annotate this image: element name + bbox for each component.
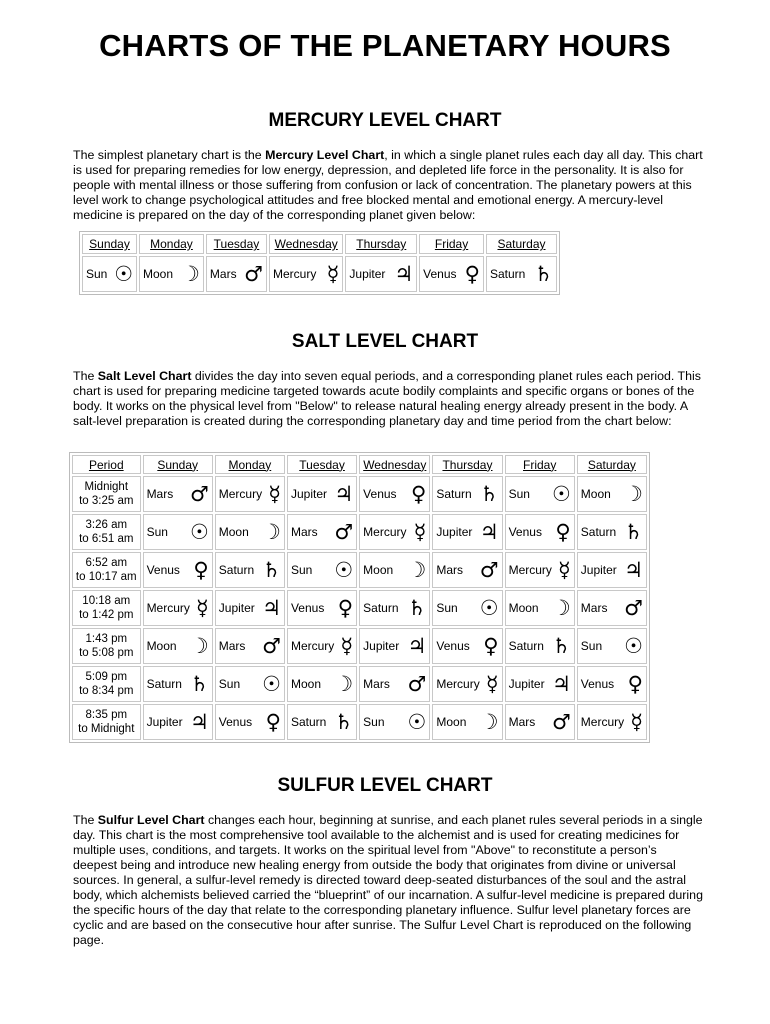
moon-symbol-icon: ☽: [624, 481, 643, 506]
planet-entry: [207, 257, 266, 291]
planet-entry: [288, 629, 356, 663]
day-header: Friday: [419, 234, 484, 254]
planet-entry: [288, 705, 356, 739]
period-text: 1:43 pm: [85, 633, 128, 645]
planet-name: Venus: [363, 487, 397, 501]
planet-entry: [506, 477, 574, 511]
planet-entry: [144, 553, 212, 587]
planet-name: Jupiter: [436, 525, 473, 539]
planet-cell: [505, 476, 575, 512]
sun-symbol-icon: ☉: [479, 595, 499, 620]
planet-cell: [215, 514, 285, 550]
salt-level-table: [69, 452, 650, 743]
planet-cell: [359, 666, 430, 702]
planet-entry: [216, 629, 284, 663]
planet-name: Jupiter: [146, 715, 183, 729]
planet-cell: [359, 628, 430, 664]
planet-name: Moon: [146, 639, 177, 653]
planet-cell: [215, 704, 285, 740]
saturn-symbol-icon: ♄: [189, 671, 209, 696]
planet-cell: [143, 628, 213, 664]
planet-entry: [578, 553, 646, 587]
planet-name: Mercury: [436, 677, 480, 691]
planet-name: Sun: [290, 563, 313, 577]
column-header: Friday: [505, 455, 575, 474]
planet-entry: [360, 629, 429, 663]
planet-cell: [287, 476, 357, 512]
planet-cell: [143, 476, 213, 512]
planet-entry: [83, 257, 136, 291]
period-text: Midnight: [84, 481, 129, 493]
planet-entry: [433, 629, 501, 663]
planet-cell: [359, 704, 430, 740]
period-cell: [72, 590, 141, 626]
period-text: to 10:17 am: [75, 571, 137, 583]
salt-intro: [73, 369, 703, 429]
planet-entry: [506, 553, 574, 587]
planet-entry: [578, 705, 646, 739]
planet-cell: [287, 628, 357, 664]
venus-symbol-icon: ♀: [483, 633, 499, 658]
planet-cell: [143, 514, 213, 550]
planet-entry: [578, 477, 646, 511]
planet-cell: [143, 552, 213, 588]
planet-name: Mercury: [363, 525, 407, 539]
planet-entry: [360, 515, 429, 549]
saturn-symbol-icon: ♄: [407, 595, 427, 620]
mercury-symbol-icon: ☿: [268, 481, 281, 506]
planet-entry: [433, 515, 501, 549]
jupiter-symbol-icon: ♃: [479, 519, 499, 544]
planet-name: Sun: [436, 601, 458, 615]
planet-entry: [140, 257, 203, 291]
period-cell: [72, 666, 141, 702]
day-header: Saturday: [486, 234, 557, 254]
planet-cell: [359, 476, 430, 512]
planet-cell: [577, 552, 647, 588]
planet-name: Mercury: [218, 487, 263, 501]
planet-entry: [433, 477, 501, 511]
planet-entry: [506, 667, 574, 701]
planet-entry: [216, 515, 284, 549]
moon-symbol-icon: ☽: [334, 671, 354, 696]
planet-name: Venus: [146, 563, 180, 577]
mercury-symbol-icon: ☿: [326, 261, 340, 286]
planet-entry: [433, 591, 501, 625]
planet-name: Sun: [146, 525, 168, 539]
sulfur-heading: SULFUR LEVEL CHART: [277, 775, 493, 796]
column-header: Wednesday: [359, 455, 430, 474]
planet-cell: [432, 590, 502, 626]
planet-entry: [578, 515, 646, 549]
planet-cell: [577, 666, 647, 702]
planet-cell: [432, 552, 502, 588]
period-text: 10:18 am: [82, 595, 131, 607]
planet-cell: [269, 256, 343, 292]
planet-entry: [420, 257, 483, 291]
planet-name: Moon: [508, 601, 539, 615]
planet-entry: [433, 705, 501, 739]
jupiter-symbol-icon: ♃: [394, 261, 414, 286]
mars-symbol-icon: ♂: [262, 633, 281, 658]
planet-cell: [432, 704, 502, 740]
planet-name: Mars: [363, 677, 390, 691]
moon-symbol-icon: ☽: [262, 519, 281, 544]
column-header: Tuesday: [287, 455, 357, 474]
planet-cell: [287, 514, 357, 550]
planet-entry: [144, 591, 212, 625]
sulfur-intro-text: The: [73, 813, 98, 827]
planet-entry: [578, 591, 646, 625]
sulfur-intro-text-rest: changes each hour, beginning at sunrise, and each planet rules several periods in a single day. This chart is the most comprehensive tool available to the alchemist and is used for creating medicines for multiple uses, conditions, and targets. It works on the spiritual level from "Above" to reconstitute a person’s deepest being and introduce new healing energy from outside the body that originates from divine or universal sources. In general, a sulfur-level remedy is directed toward deep-seated disturbances of the soul and the astral body, which alchemists believed carried the “blueprint” of our incarnation. A sulfur-level medicine is prepared during the specific hours of the day that relate to the corresponding planetary influence. Sulfur level planetary forces are cyclic and are based on the consecutive hour after sunrise. The Sulfur Level Chart is reproduced on the following page.: [73, 813, 703, 947]
planet-name: Sun: [86, 267, 108, 281]
planet-name: Moon: [143, 267, 174, 281]
planet-entry: [506, 629, 574, 663]
day-header: Thursday: [345, 234, 417, 254]
column-header: Saturday: [577, 455, 647, 474]
planet-entry: [346, 257, 416, 291]
mars-symbol-icon: ♂: [624, 595, 643, 620]
jupiter-symbol-icon: ♃: [334, 481, 354, 506]
mercury-symbol-icon: ☿: [557, 557, 571, 582]
planet-name: Sun: [508, 487, 530, 501]
planet-entry: [144, 477, 212, 511]
mercury-symbol-icon: ☿: [630, 709, 643, 734]
planet-cell: [143, 666, 213, 702]
period-cell: [72, 704, 141, 740]
planet-cell: [577, 476, 647, 512]
planet-cell: [215, 666, 285, 702]
period-text: to 5:08 pm: [79, 647, 134, 659]
period-text: to Midnight: [78, 723, 135, 735]
period-text: to 1:42 pm: [79, 609, 134, 621]
period-cell: [72, 476, 141, 512]
table-row: [72, 552, 647, 588]
saturn-symbol-icon: ♄: [334, 709, 354, 734]
mercury-symbol-icon: ☿: [195, 595, 209, 620]
planet-name: Jupiter: [218, 601, 255, 615]
planet-name: Mars: [508, 715, 536, 729]
period-text: 3:26 am: [85, 519, 128, 531]
planet-name: Saturn: [218, 563, 255, 577]
planet-cell: [577, 628, 647, 664]
planet-entry: [288, 477, 356, 511]
moon-symbol-icon: ☽: [181, 261, 200, 286]
period-text: to 6:51 am: [79, 533, 134, 545]
saturn-symbol-icon: ♄: [534, 261, 553, 286]
venus-symbol-icon: ♀: [265, 709, 281, 734]
planet-name: Mercury: [508, 563, 552, 577]
planet-cell: [359, 590, 430, 626]
planet-cell: [486, 256, 557, 292]
planet-cell: [359, 514, 430, 550]
venus-symbol-icon: ♀: [555, 519, 571, 544]
column-header: Sunday: [143, 455, 213, 474]
venus-symbol-icon: ♀: [464, 261, 480, 286]
mars-symbol-icon: ♂: [479, 557, 499, 582]
planet-name: Saturn: [508, 639, 544, 653]
planet-entry: [487, 257, 556, 291]
planet-entry: [433, 553, 501, 587]
planet-entry: [288, 591, 356, 625]
venus-symbol-icon: ♀: [337, 595, 354, 620]
planet-name: Sun: [363, 715, 385, 729]
mercury-intro-bold: Mercury Level Chart: [265, 148, 385, 162]
planet-name: Moon: [580, 487, 611, 501]
sulfur-intro-bold: Sulfur Level Chart: [97, 813, 205, 827]
planet-entry: [433, 667, 501, 701]
column-header: Monday: [215, 455, 285, 474]
planet-cell: [143, 704, 213, 740]
planet-entry: [360, 705, 429, 739]
day-header: Monday: [139, 234, 204, 254]
table-row: [72, 628, 647, 664]
planet-entry: [288, 553, 356, 587]
planet-name: Venus: [218, 715, 253, 729]
column-header: Thursday: [432, 455, 502, 474]
mercury-heading: MERCURY LEVEL CHART: [268, 110, 502, 131]
planet-cell: [577, 704, 647, 740]
moon-symbol-icon: ☽: [479, 709, 499, 734]
planet-entry: [360, 553, 429, 587]
planet-cell: [505, 514, 575, 550]
planet-cell: [215, 552, 285, 588]
planet-entry: [216, 477, 284, 511]
period-text: to 8:34 pm: [79, 685, 134, 697]
period-cell: [72, 552, 141, 588]
saturn-symbol-icon: ♄: [262, 557, 281, 582]
venus-symbol-icon: ♀: [410, 481, 427, 506]
planet-entry: [578, 667, 646, 701]
planet-name: Saturn: [363, 601, 399, 615]
planet-name: Moon: [290, 677, 321, 691]
planet-cell: [577, 514, 647, 550]
planet-cell: [505, 590, 575, 626]
planet-name: Jupiter: [363, 639, 400, 653]
table-row: [72, 704, 647, 740]
table-row: [72, 590, 647, 626]
planet-cell: [505, 704, 575, 740]
planet-cell: [139, 256, 204, 292]
planet-name: Saturn: [146, 677, 182, 691]
jupiter-symbol-icon: ♃: [189, 709, 209, 734]
saturn-symbol-icon: ♄: [551, 633, 571, 658]
planet-cell: [215, 476, 285, 512]
planet-entry: [506, 591, 574, 625]
planet-entry: [216, 667, 284, 701]
jupiter-symbol-icon: ♃: [262, 595, 281, 620]
period-cell: [72, 628, 141, 664]
planet-name: Mars: [290, 525, 318, 539]
sun-symbol-icon: ☉: [114, 261, 134, 286]
column-header: Period: [72, 455, 141, 474]
planet-name: Mercury: [290, 639, 335, 653]
planet-cell: [287, 590, 357, 626]
planet-name: Sun: [218, 677, 241, 691]
moon-symbol-icon: ☽: [551, 595, 571, 620]
planet-cell: [505, 666, 575, 702]
planet-cell: [432, 514, 502, 550]
mercury-intro-text-rest: , in which a single planet rules each day all day. This chart is used for preparing remedies for low energy, depression, and depleted life force in the personality. It is also for people with mental illness or those suffering from confusion or lack of concentration. The planetary powers at this level work to change psychological attitudes and free blocked mental and emotional energy. A mercury-level medicine is prepared on the day of the corresponding planet given below:: [73, 148, 703, 222]
planet-name: Mars: [209, 267, 237, 281]
planet-cell: [82, 256, 137, 292]
planet-name: Mars: [218, 639, 246, 653]
planet-entry: [288, 667, 356, 701]
planet-cell: [432, 476, 502, 512]
planet-entry: [144, 705, 212, 739]
sulfur-intro: [73, 813, 703, 948]
planet-cell: [419, 256, 484, 292]
planet-name: Jupiter: [508, 677, 545, 691]
planet-name: Jupiter: [349, 267, 386, 281]
planet-entry: [216, 553, 284, 587]
planet-entry: [360, 591, 429, 625]
planet-cell: [505, 552, 575, 588]
saturn-symbol-icon: ♄: [624, 519, 643, 544]
day-header: Tuesday: [206, 234, 267, 254]
planet-cell: [287, 552, 357, 588]
mercury-symbol-icon: ☿: [340, 633, 354, 658]
planet-cell: [577, 590, 647, 626]
planet-cell: [215, 628, 285, 664]
planet-cell: [206, 256, 267, 292]
planet-name: Mars: [146, 487, 174, 501]
planet-name: Moon: [436, 715, 467, 729]
mercury-symbol-icon: ☿: [413, 519, 427, 544]
planet-entry: [506, 515, 574, 549]
planet-name: Sun: [580, 639, 603, 653]
salt-intro-text: The: [73, 369, 98, 383]
planet-cell: [287, 704, 357, 740]
sun-symbol-icon: ☉: [262, 671, 281, 696]
planet-name: Mars: [580, 601, 608, 615]
planet-entry: [578, 629, 646, 663]
mars-symbol-icon: ♂: [334, 519, 354, 544]
salt-heading: SALT LEVEL CHART: [291, 331, 479, 352]
period-cell: [72, 514, 141, 550]
saturn-symbol-icon: ♄: [479, 481, 499, 506]
planet-entry: [288, 515, 356, 549]
table-row: [72, 666, 647, 702]
day-header: Sunday: [82, 234, 137, 254]
mercury-level-table: [79, 231, 560, 295]
planet-entry: [216, 705, 284, 739]
jupiter-symbol-icon: ♃: [551, 671, 571, 696]
mercury-intro: [73, 148, 703, 223]
period-text: 5:09 pm: [85, 671, 128, 683]
planet-cell: [287, 666, 357, 702]
planet-entry: [216, 591, 284, 625]
planet-entry: [360, 667, 429, 701]
table-row: [72, 476, 647, 512]
planet-name: Venus: [436, 639, 470, 653]
mercury-intro-text: The simplest planetary chart is the: [73, 148, 266, 162]
planet-name: Venus: [290, 601, 325, 615]
mars-symbol-icon: ♂: [407, 671, 427, 696]
mars-symbol-icon: ♂: [189, 481, 209, 506]
sun-symbol-icon: ☉: [624, 633, 643, 658]
planet-name: Saturn: [489, 267, 526, 281]
period-text: 8:35 pm: [85, 709, 128, 721]
moon-symbol-icon: ☽: [189, 633, 209, 658]
planet-name: Mercury: [580, 715, 625, 729]
planet-name: Venus: [423, 267, 457, 281]
venus-symbol-icon: ♀: [627, 671, 643, 696]
planet-cell: [215, 590, 285, 626]
period-text: 6:52 am: [85, 557, 128, 569]
sun-symbol-icon: ☉: [407, 709, 427, 734]
planet-entry: [144, 667, 212, 701]
venus-symbol-icon: ♀: [193, 557, 209, 582]
planet-name: Moon: [363, 563, 394, 577]
jupiter-symbol-icon: ♃: [624, 557, 643, 582]
mars-symbol-icon: ♂: [551, 709, 571, 734]
planet-name: Jupiter: [580, 563, 617, 577]
planet-name: Saturn: [290, 715, 327, 729]
planet-cell: [359, 552, 430, 588]
planet-name: Saturn: [436, 487, 472, 501]
day-header: Wednesday: [269, 234, 343, 254]
jupiter-symbol-icon: ♃: [407, 633, 427, 658]
sun-symbol-icon: ☉: [551, 481, 571, 506]
planet-entry: [144, 515, 212, 549]
mars-symbol-icon: ♂: [244, 261, 263, 286]
planet-name: Mercury: [273, 267, 317, 281]
planet-entry: [144, 629, 212, 663]
planet-cell: [143, 590, 213, 626]
salt-intro-bold: Salt Level Chart: [97, 369, 192, 383]
planet-cell: [345, 256, 417, 292]
planet-name: Venus: [580, 677, 615, 691]
planet-name: Jupiter: [290, 487, 327, 501]
page-title: CHARTS OF THE PLANETARY HOURS: [99, 28, 671, 63]
planet-name: Mercury: [146, 601, 190, 615]
salt-intro-text-rest: divides the day into seven equal periods, and a corresponding planet rules each period. This chart is used for preparing medicine targeted towards acute bodily complaints and specific organs or bones of the body. It works on the physical level from "Below" to release natural healing energy already present in the body. A salt-level preparation is created during the corresponding planetary day and time period from the chart below:: [73, 369, 701, 428]
planet-name: Moon: [218, 525, 249, 539]
planet-entry: [270, 257, 342, 291]
planet-entry: [360, 477, 429, 511]
planet-name: Venus: [508, 525, 542, 539]
period-text: to 3:25 am: [79, 495, 134, 507]
planet-name: Mars: [436, 563, 464, 577]
sun-symbol-icon: ☉: [189, 519, 209, 544]
planet-cell: [505, 628, 575, 664]
planet-entry: [506, 705, 574, 739]
planet-cell: [432, 628, 502, 664]
moon-symbol-icon: ☽: [407, 557, 427, 582]
table-row: [72, 514, 647, 550]
mercury-symbol-icon: ☿: [485, 671, 499, 696]
planet-name: Saturn: [580, 525, 617, 539]
sun-symbol-icon: ☉: [334, 557, 354, 582]
planet-cell: [432, 666, 502, 702]
